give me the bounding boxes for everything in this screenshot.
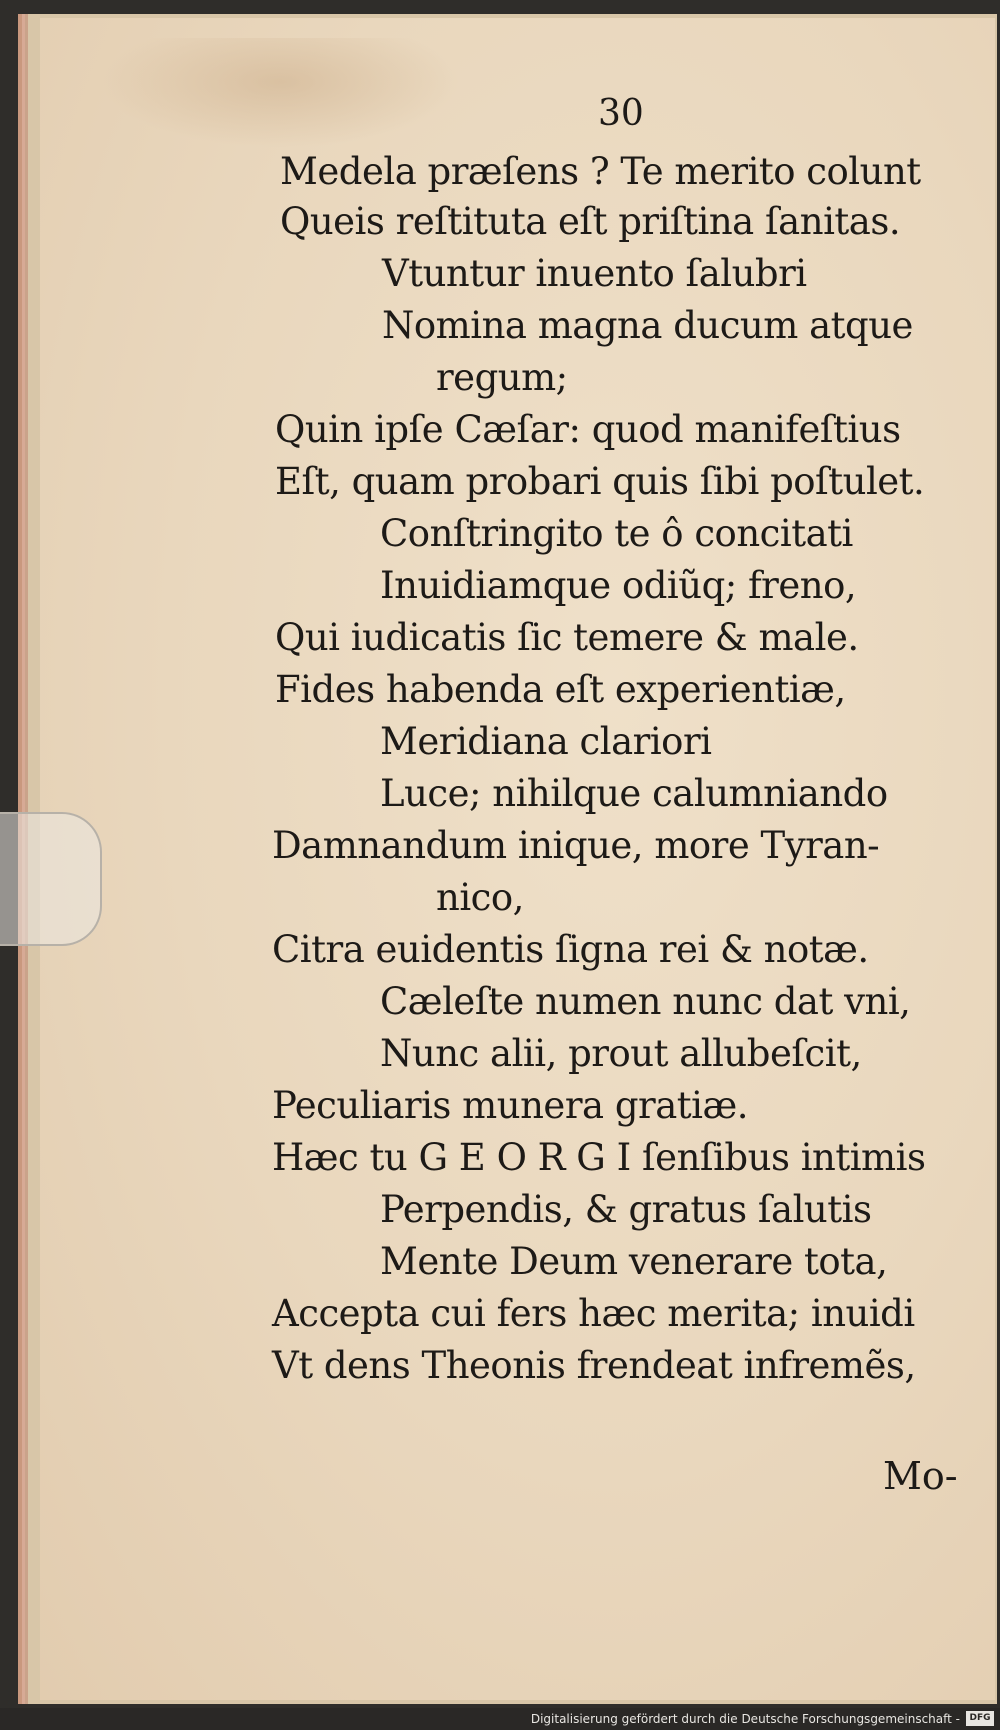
verse-line: Quin ipſe Cæſar: quod manifeſtius	[275, 408, 901, 451]
verse-line: Hæc tu G E O R G I ſenſibus intimis	[272, 1136, 926, 1179]
verse-line: Conſtringito te ô concitati	[380, 512, 853, 555]
verse-line: Inuidiamque odiũq; freno,	[380, 564, 857, 607]
verse-line: regum;	[436, 356, 568, 399]
verse-line: Eſt, quam probari quis ſibi poſtulet.	[275, 460, 925, 503]
catchword: Mo-	[883, 1454, 958, 1498]
verse-line: Queis reſtituta eſt priſtina ſanitas.	[280, 200, 901, 243]
footer-credit: Digitalisierung gefördert durch die Deutsche Forschungsgemeinschaft -	[530, 1712, 960, 1726]
verse-line: Peculiaris munera gratiæ.	[272, 1084, 748, 1127]
verse-line: Damnandum inique, more Tyran-	[272, 824, 880, 867]
verse-line: Nunc alii, prout allubeſcit,	[380, 1032, 862, 1075]
dfg-logo: DFG	[966, 1711, 994, 1726]
verse-line: Citra euidentis ſigna rei & notæ.	[272, 928, 869, 971]
verse-line: Luce; nihilque calumniando	[380, 772, 888, 815]
verse-line: Medela præſens ? Te merito colunt	[280, 150, 921, 193]
page-number: 30	[598, 93, 644, 134]
verse-line: Accepta cui fers hæc merita; inuidi	[272, 1292, 915, 1335]
verse-line: Cæleſte numen nunc dat vni,	[380, 980, 911, 1023]
verse-line: Mente Deum venerare tota,	[380, 1240, 888, 1283]
verse-line: Vt dens Theonis frendeat infremẽs,	[272, 1344, 916, 1387]
verse-line: nico,	[436, 876, 524, 919]
verse-line: Perpendis, & gratus ſalutis	[380, 1188, 872, 1231]
verse-line: Vtuntur inuento ſalubri	[382, 252, 807, 295]
verse-line: Nomina magna ducum atque	[382, 304, 913, 347]
verse-line: Meridiana clariori	[380, 720, 712, 763]
verse-line: Qui iudicatis ſic temere & male.	[275, 616, 859, 659]
verse-line: Fides habenda eſt experientiæ,	[275, 668, 846, 711]
